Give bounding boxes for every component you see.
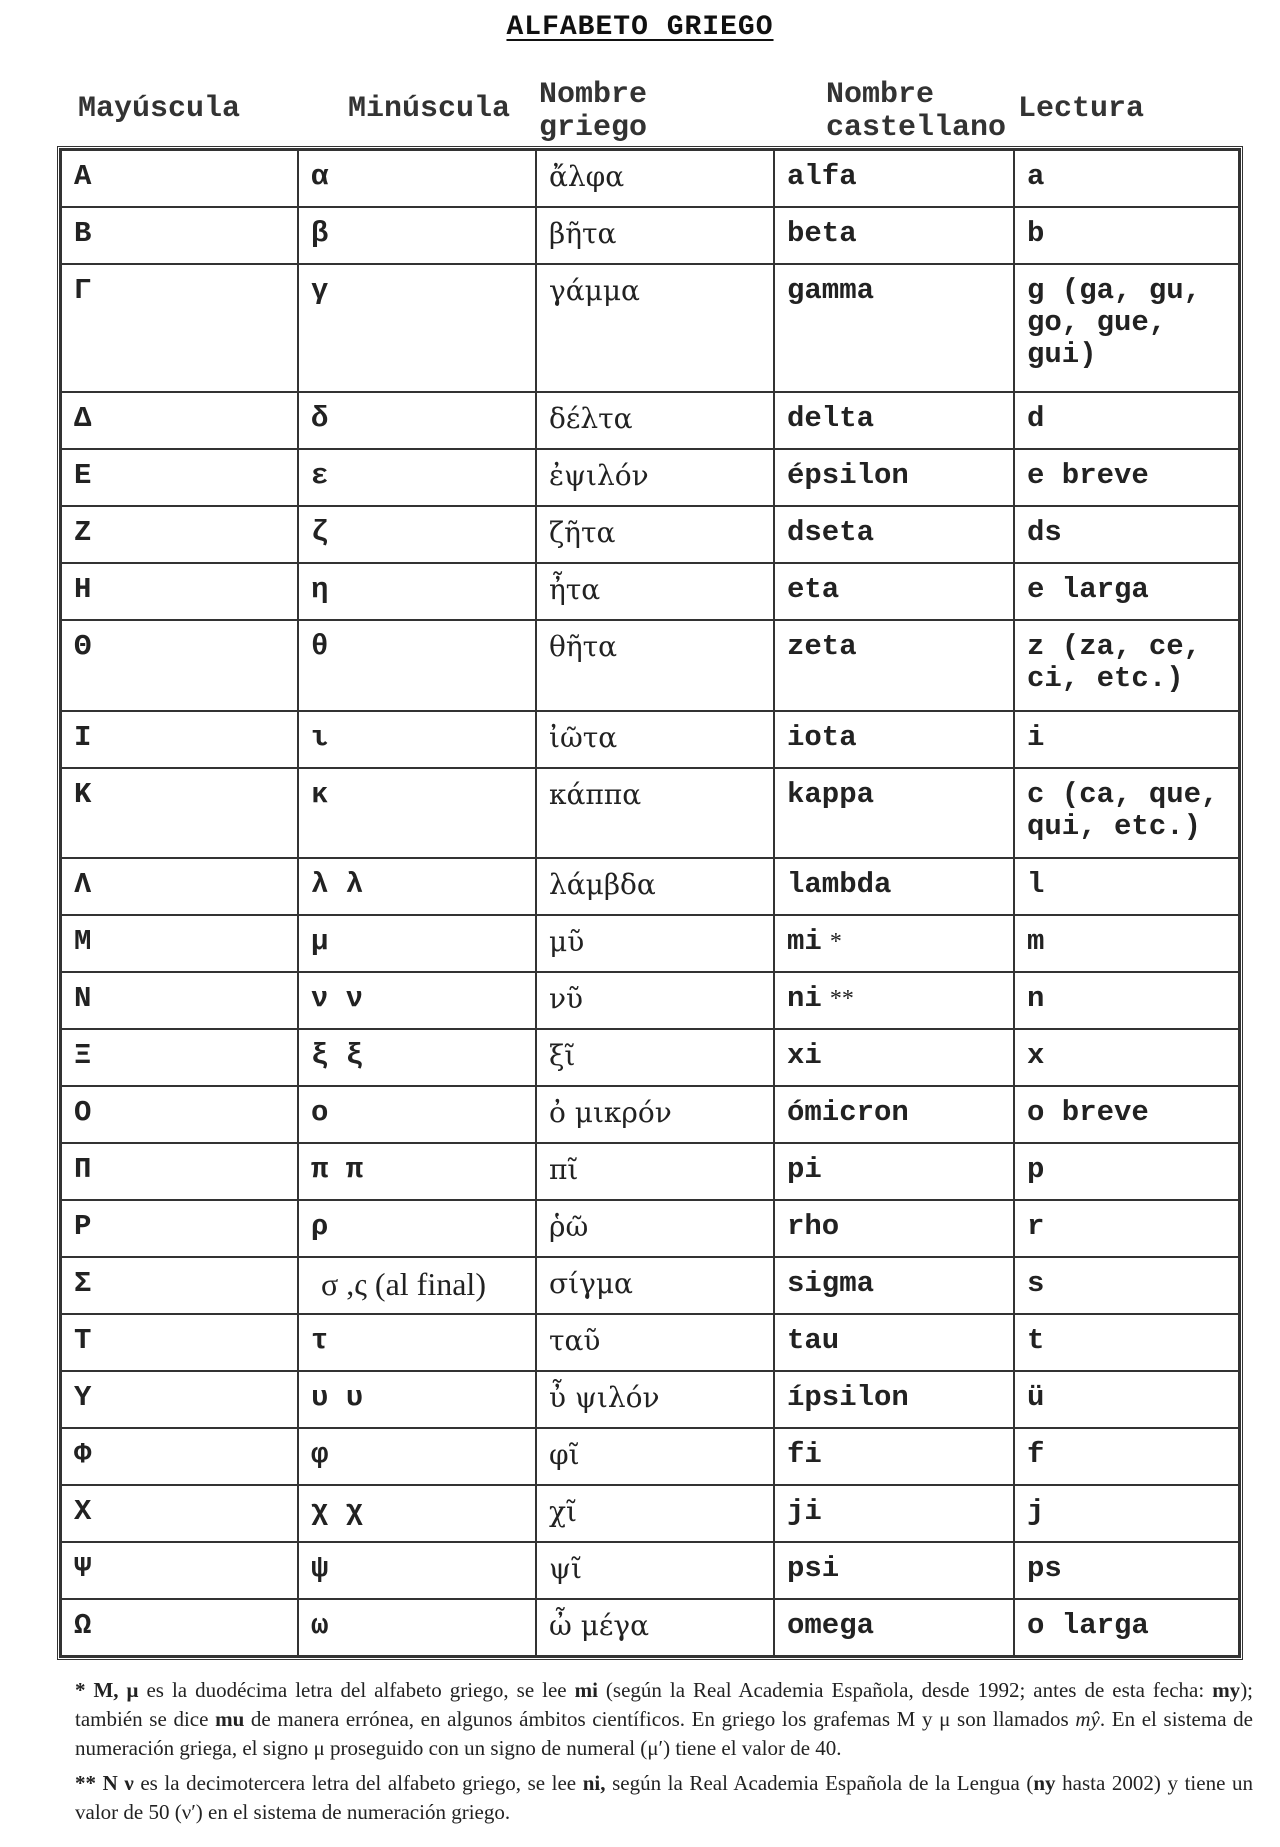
cell-nombre-castellano xyxy=(774,264,1014,392)
cell-nombre-griego xyxy=(536,1200,774,1257)
cell-lectura xyxy=(1014,1029,1239,1086)
cell-minuscula-text: ψ xyxy=(311,1551,329,1585)
cell-lectura-text: ü xyxy=(1027,1380,1045,1414)
cell-minuscula xyxy=(298,392,536,449)
cell-mayuscula xyxy=(61,1485,298,1542)
letter-row xyxy=(61,207,1239,264)
cell-nombre-castellano-text: gamma xyxy=(787,274,875,307)
cell-nombre-castellano-text: alfa xyxy=(787,160,857,193)
cell-minuscula-text: ε xyxy=(311,459,329,493)
cell-minuscula-text: υ υ xyxy=(311,1380,364,1414)
cell-minuscula xyxy=(298,1200,536,1257)
cell-lectura-text: e larga xyxy=(1027,573,1149,607)
cell-minuscula-text: ι xyxy=(311,720,329,754)
footnote-italic: mŷ xyxy=(1075,1707,1100,1731)
cell-nombre-castellano xyxy=(774,1314,1014,1371)
cell-mayuscula xyxy=(61,1371,298,1428)
cell-nombre-griego xyxy=(536,1143,774,1200)
cell-lectura xyxy=(1014,563,1239,620)
cell-nombre-castellano-text: ji xyxy=(787,1494,822,1528)
cell-nombre-griego-text: ῥῶ xyxy=(549,1209,589,1243)
cell-mayuscula xyxy=(61,1599,298,1656)
cell-nombre-castellano xyxy=(774,1599,1014,1656)
alphabet-table xyxy=(57,146,1243,1660)
cell-lectura-text: c (ca, que, qui, etc.) xyxy=(1027,777,1219,843)
cell-minuscula-text: γ xyxy=(311,274,329,307)
cell-mayuscula xyxy=(61,972,298,1029)
cell-nombre-griego xyxy=(536,449,774,506)
cell-minuscula xyxy=(298,972,536,1029)
cell-minuscula xyxy=(298,915,536,972)
cell-nombre-griego xyxy=(536,392,774,449)
cell-nombre-griego xyxy=(536,711,774,768)
cell-mayuscula xyxy=(61,449,298,506)
cell-nombre-castellano-text: xi xyxy=(787,1038,822,1072)
cell-minuscula xyxy=(298,506,536,563)
footnote-text: ); también se dice xyxy=(75,1678,1254,1731)
cell-nombre-castellano-text: lambda xyxy=(787,867,892,901)
cell-minuscula-text: θ xyxy=(311,630,329,664)
cell-mayuscula xyxy=(61,1257,298,1314)
cell-nombre-griego xyxy=(536,506,774,563)
cell-minuscula xyxy=(298,1029,536,1086)
cell-nombre-castellano-text: tau xyxy=(787,1323,840,1357)
cell-nombre-castellano xyxy=(774,711,1014,768)
cell-nombre-griego xyxy=(536,207,774,264)
cell-nombre-castellano-text: iota xyxy=(787,720,857,754)
cell-lectura-text: s xyxy=(1027,1266,1045,1300)
cell-lectura-text: m xyxy=(1027,924,1045,958)
cell-nombre-griego xyxy=(536,264,774,392)
cell-nombre-castellano xyxy=(774,915,1014,972)
cell-lectura-text: j xyxy=(1027,1494,1045,1528)
footnote-bold: ni, xyxy=(582,1771,606,1795)
cell-nombre-griego xyxy=(536,1371,774,1428)
cell-nombre-griego xyxy=(536,858,774,915)
cell-nombre-griego xyxy=(536,1599,774,1656)
cell-nombre-griego-text: μῦ xyxy=(549,924,585,958)
cell-mayuscula xyxy=(61,1200,298,1257)
cell-mayuscula-text: Η xyxy=(74,573,92,607)
cell-lectura xyxy=(1014,1599,1239,1656)
cell-lectura xyxy=(1014,915,1239,972)
cell-nombre-castellano-text: zeta xyxy=(787,630,857,664)
cell-nombre-griego-text: ψῖ xyxy=(549,1551,582,1585)
letter-row xyxy=(61,711,1239,768)
cell-minuscula-text: τ xyxy=(311,1323,329,1357)
cell-nombre-castellano-text: beta xyxy=(787,217,857,250)
cell-nombre-griego-text: φῖ xyxy=(549,1437,580,1471)
cell-mayuscula-text: Ο xyxy=(74,1095,92,1129)
cell-mayuscula-text: Θ xyxy=(74,630,92,664)
cell-minuscula xyxy=(298,1314,536,1371)
cell-mayuscula xyxy=(61,207,298,264)
cell-mayuscula-text: Ξ xyxy=(74,1038,92,1072)
cell-mayuscula-text: Μ xyxy=(74,924,92,958)
letter-row xyxy=(61,1086,1239,1143)
cell-mayuscula xyxy=(61,711,298,768)
letter-row xyxy=(61,1485,1239,1542)
letter-row xyxy=(61,449,1239,506)
cell-minuscula xyxy=(298,1485,536,1542)
cell-minuscula xyxy=(298,150,536,207)
cell-nombre-castellano-text: dseta xyxy=(787,516,875,550)
cell-mayuscula xyxy=(61,1428,298,1485)
cell-nombre-castellano xyxy=(774,1485,1014,1542)
cell-minuscula-text: β xyxy=(311,217,329,250)
cell-mayuscula xyxy=(61,858,298,915)
cell-lectura xyxy=(1014,264,1239,392)
letter-row xyxy=(61,1314,1239,1371)
cell-minuscula xyxy=(298,768,536,858)
cell-lectura xyxy=(1014,1485,1239,1542)
cell-lectura xyxy=(1014,1200,1239,1257)
cell-minuscula-text: κ xyxy=(311,777,329,811)
cell-nombre-griego xyxy=(536,1086,774,1143)
cell-nombre-griego-text: ταῦ xyxy=(549,1323,601,1357)
cell-nombre-griego-text: χῖ xyxy=(549,1494,577,1528)
cell-nombre-castellano xyxy=(774,1428,1014,1485)
cell-minuscula-text: ξ ξ xyxy=(311,1038,364,1072)
cell-nombre-castellano xyxy=(774,1371,1014,1428)
footnote-ni-marker: ** N ν xyxy=(75,1771,134,1795)
cell-mayuscula-text: Υ xyxy=(74,1380,92,1414)
cell-nombre-griego-text: ἦτα xyxy=(549,573,601,607)
cell-lectura-text: ds xyxy=(1027,516,1062,550)
cell-nombre-griego-text: πῖ xyxy=(549,1152,579,1186)
cell-mayuscula-text: Ω xyxy=(74,1608,92,1642)
cell-nombre-griego xyxy=(536,563,774,620)
cell-lectura-text: r xyxy=(1027,1209,1045,1243)
cell-minuscula-text: μ xyxy=(311,924,329,958)
cell-nombre-griego xyxy=(536,768,774,858)
cell-minuscula xyxy=(298,207,536,264)
footnote-text: . En el sistema de numeración griega, el signo μ proseguido con un signo de numeral (μʹ) tiene el valor de 40. xyxy=(75,1707,1254,1760)
cell-minuscula-text: λ λ xyxy=(311,867,364,901)
cell-lectura xyxy=(1014,150,1239,207)
cell-minuscula-text: ζ xyxy=(311,516,329,550)
cell-lectura-text: o breve xyxy=(1027,1095,1149,1129)
cell-nombre-griego-text: θῆτα xyxy=(549,630,618,664)
cell-minuscula xyxy=(298,1542,536,1599)
cell-lectura xyxy=(1014,449,1239,506)
footnote-bold: mu xyxy=(215,1707,245,1731)
cell-nombre-castellano xyxy=(774,1542,1014,1599)
cell-nombre-griego-text: ζῆτα xyxy=(549,516,616,550)
cell-mayuscula xyxy=(61,150,298,207)
cell-nombre-griego xyxy=(536,1485,774,1542)
cell-mayuscula xyxy=(61,915,298,972)
cell-mayuscula-text: Ε xyxy=(74,459,92,493)
cell-nombre-castellano-text: ómicron xyxy=(787,1095,909,1129)
cell-nombre-castellano-text: rho xyxy=(787,1209,840,1243)
cell-minuscula xyxy=(298,858,536,915)
footnote-bold: mi xyxy=(574,1678,598,1702)
cell-lectura-text: l xyxy=(1027,867,1045,901)
cell-mayuscula-text: Σ xyxy=(74,1266,92,1300)
letter-row xyxy=(61,1542,1239,1599)
cell-minuscula xyxy=(298,563,536,620)
cell-nombre-griego-text: ξῖ xyxy=(549,1038,576,1072)
cell-lectura-text: i xyxy=(1027,720,1045,754)
cell-minuscula-text: δ xyxy=(311,402,329,436)
cell-lectura-text: p xyxy=(1027,1152,1045,1186)
cell-minuscula xyxy=(298,1143,536,1200)
cell-lectura xyxy=(1014,858,1239,915)
cell-mayuscula xyxy=(61,392,298,449)
letter-row xyxy=(61,1371,1239,1428)
cell-lectura-text: b xyxy=(1027,217,1045,250)
cell-nombre-griego xyxy=(536,972,774,1029)
cell-nombre-castellano xyxy=(774,449,1014,506)
cell-lectura xyxy=(1014,207,1239,264)
cell-minuscula xyxy=(298,1086,536,1143)
cell-mayuscula-text: Π xyxy=(74,1152,92,1186)
cell-nombre-castellano xyxy=(774,1086,1014,1143)
cell-nombre-castellano-text: mi xyxy=(787,924,822,958)
cell-lectura xyxy=(1014,620,1239,710)
header-nombre-castellano-line1: Nombre xyxy=(826,78,935,112)
cell-lectura-text: d xyxy=(1027,402,1045,436)
cell-minuscula xyxy=(298,1371,536,1428)
cell-nombre-castellano-text: kappa xyxy=(787,777,875,811)
cell-mayuscula-text: Α xyxy=(74,160,92,193)
letter-row xyxy=(61,1257,1239,1314)
cell-minuscula-text: π π xyxy=(311,1152,364,1186)
cell-mayuscula xyxy=(61,1542,298,1599)
footnote-text: hasta 2002) y tiene un valor de 50 (νʹ) en el sistema de numeración griego. xyxy=(75,1771,1253,1824)
cell-minuscula-text: ρ xyxy=(311,1209,329,1243)
cell-minuscula xyxy=(298,711,536,768)
cell-nombre-griego-text: γάμμα xyxy=(549,274,640,307)
cell-nombre-griego-text: ἄλφα xyxy=(549,160,625,193)
cell-minuscula-text: ν ν xyxy=(311,981,364,1015)
cell-nombre-castellano xyxy=(774,620,1014,710)
cell-nombre-castellano xyxy=(774,858,1014,915)
cell-nombre-castellano xyxy=(774,150,1014,207)
cell-minuscula-text: φ xyxy=(311,1437,329,1471)
cell-mayuscula-text: Γ xyxy=(74,274,92,307)
cell-nombre-castellano xyxy=(774,563,1014,620)
cell-nombre-griego-text: ὖ ψιλόν xyxy=(549,1380,660,1414)
cell-nombre-castellano-text: ípsilon xyxy=(787,1380,909,1414)
cell-nombre-griego xyxy=(536,1257,774,1314)
letter-row xyxy=(61,1029,1239,1086)
footnote-text: (según la Real Academia Española, desde 1992; antes de esta fecha: xyxy=(597,1678,1213,1702)
cell-lectura xyxy=(1014,711,1239,768)
cell-minuscula xyxy=(298,1257,536,1314)
cell-lectura xyxy=(1014,1428,1239,1485)
cell-nombre-castellano xyxy=(774,1029,1014,1086)
cell-mayuscula xyxy=(61,620,298,710)
letter-row xyxy=(61,392,1239,449)
cell-lectura xyxy=(1014,1143,1239,1200)
footnote-ni xyxy=(75,1769,1253,1827)
alphabet-table-body xyxy=(60,149,1240,1657)
cell-nombre-castellano-text: omega xyxy=(787,1608,875,1642)
cell-nombre-griego xyxy=(536,1314,774,1371)
header-nombre-griego-line1: Nombre xyxy=(539,78,648,112)
cell-nombre-castellano-text: delta xyxy=(787,402,875,436)
footnote-mi xyxy=(75,1676,1253,1763)
letter-row xyxy=(61,915,1239,972)
cell-mayuscula xyxy=(61,1029,298,1086)
footnotes xyxy=(75,1676,1253,1833)
letter-row xyxy=(61,563,1239,620)
cell-lectura xyxy=(1014,392,1239,449)
header-nombre-griego xyxy=(539,79,647,145)
cell-minuscula xyxy=(298,449,536,506)
cell-mayuscula xyxy=(61,506,298,563)
cell-lectura-text: z (za, ce, ci, etc.) xyxy=(1027,630,1202,696)
letter-row xyxy=(61,1143,1239,1200)
cell-minuscula xyxy=(298,1599,536,1656)
header-nombre-castellano xyxy=(826,79,1006,145)
cell-nombre-castellano xyxy=(774,392,1014,449)
footnote-text: de manera errónea, en algunos ámbitos científicos. En griego los grafemas M y μ son llamados xyxy=(244,1707,1076,1731)
header-nombre-griego-line2: griego xyxy=(539,111,648,145)
cell-lectura-text: g (ga, gu, go, gue, gui) xyxy=(1027,274,1202,371)
cell-nombre-castellano-text: eta xyxy=(787,573,840,607)
cell-nombre-castellano xyxy=(774,768,1014,858)
cell-lectura-text: x xyxy=(1027,1038,1045,1072)
letter-row xyxy=(61,1599,1239,1656)
cell-nombre-castellano xyxy=(774,207,1014,264)
letter-row xyxy=(61,506,1239,563)
cell-nombre-castellano-text: épsilon xyxy=(787,459,909,493)
page-title: ALFABETO GRIEGO xyxy=(506,12,774,43)
cell-lectura xyxy=(1014,1257,1239,1314)
cell-nombre-griego-text: νῦ xyxy=(549,981,584,1015)
cell-minuscula-text: α xyxy=(311,160,329,193)
cell-nombre-castellano xyxy=(774,1200,1014,1257)
footnote-marker: * xyxy=(829,928,842,955)
cell-lectura xyxy=(1014,1086,1239,1143)
cell-mayuscula xyxy=(61,1314,298,1371)
cell-mayuscula-text: Λ xyxy=(74,867,92,901)
letter-row xyxy=(61,150,1239,207)
cell-lectura xyxy=(1014,506,1239,563)
cell-minuscula-text: ο xyxy=(311,1095,329,1129)
cell-nombre-griego-text: ὦ μέγα xyxy=(549,1608,650,1642)
cell-minuscula-text: σ ,ς (al final) xyxy=(321,1265,486,1302)
cell-mayuscula-text: Ρ xyxy=(74,1209,92,1243)
cell-lectura-text: t xyxy=(1027,1323,1045,1357)
cell-nombre-griego-text: ἐψιλόν xyxy=(549,459,649,493)
cell-mayuscula xyxy=(61,1143,298,1200)
cell-nombre-griego xyxy=(536,1542,774,1599)
cell-lectura xyxy=(1014,972,1239,1029)
cell-lectura-text: ps xyxy=(1027,1551,1062,1585)
footnote-text: es la decimotercera letra del alfabeto griego, se lee xyxy=(133,1771,583,1795)
footnote-text: es la duodécima letra del alfabeto griego, se lee xyxy=(138,1678,575,1702)
letter-row xyxy=(61,858,1239,915)
cell-minuscula-text: η xyxy=(311,573,329,607)
cell-nombre-griego-text: ἰῶτα xyxy=(549,720,618,754)
cell-mayuscula-text: Κ xyxy=(74,777,92,811)
cell-lectura xyxy=(1014,1371,1239,1428)
cell-lectura-text: a xyxy=(1027,160,1045,193)
cell-nombre-griego xyxy=(536,1029,774,1086)
header-mayuscula: Mayúscula xyxy=(78,92,241,126)
cell-mayuscula-text: Β xyxy=(74,217,92,250)
cell-nombre-castellano-text: pi xyxy=(787,1152,822,1186)
cell-nombre-griego-text: λάμβδα xyxy=(549,867,656,901)
cell-nombre-griego xyxy=(536,915,774,972)
cell-lectura-text: n xyxy=(1027,981,1045,1015)
letter-row xyxy=(61,972,1239,1029)
cell-lectura xyxy=(1014,768,1239,858)
cell-mayuscula-text: Ζ xyxy=(74,516,92,550)
header-minuscula: Minúscula xyxy=(348,92,511,126)
cell-lectura xyxy=(1014,1314,1239,1371)
cell-nombre-griego-text: κάππα xyxy=(549,777,642,811)
cell-nombre-castellano-text: ni xyxy=(787,981,822,1015)
footnote-marker: ** xyxy=(829,985,854,1012)
footnote-text: según la Real Academia Española de la Lengua ( xyxy=(605,1771,1034,1795)
letter-row xyxy=(61,264,1239,392)
footnote-mi-marker: * M, μ xyxy=(75,1678,139,1702)
letter-row xyxy=(61,768,1239,858)
cell-mayuscula-text: Δ xyxy=(74,402,92,436)
cell-nombre-castellano xyxy=(774,1143,1014,1200)
cell-nombre-griego xyxy=(536,620,774,710)
cell-mayuscula xyxy=(61,264,298,392)
cell-nombre-griego-text: σίγμα xyxy=(549,1266,633,1300)
cell-nombre-castellano-text: psi xyxy=(787,1551,840,1585)
cell-lectura-text: o larga xyxy=(1027,1608,1149,1642)
cell-minuscula-text: ω xyxy=(311,1608,329,1642)
cell-lectura xyxy=(1014,1542,1239,1599)
cell-mayuscula xyxy=(61,563,298,620)
cell-mayuscula-text: Τ xyxy=(74,1323,92,1357)
cell-mayuscula-text: Ψ xyxy=(74,1551,92,1585)
footnote-bold: my xyxy=(1212,1678,1241,1702)
cell-nombre-castellano xyxy=(774,972,1014,1029)
cell-mayuscula xyxy=(61,1086,298,1143)
footnote-bold: ny xyxy=(1033,1771,1056,1795)
cell-nombre-griego-text: δέλτα xyxy=(549,402,633,436)
cell-mayuscula xyxy=(61,768,298,858)
cell-mayuscula-text: Χ xyxy=(74,1494,92,1528)
header-lectura: Lectura xyxy=(1018,92,1145,126)
cell-minuscula xyxy=(298,1428,536,1485)
cell-nombre-castellano-text: sigma xyxy=(787,1266,875,1300)
cell-mayuscula-text: Φ xyxy=(74,1437,92,1471)
letter-row xyxy=(61,1200,1239,1257)
letter-row xyxy=(61,1428,1239,1485)
cell-minuscula xyxy=(298,620,536,710)
cell-minuscula-text: χ χ xyxy=(311,1494,364,1528)
cell-nombre-griego-text: ὀ μικρόν xyxy=(549,1095,672,1129)
cell-nombre-castellano xyxy=(774,1257,1014,1314)
cell-minuscula xyxy=(298,264,536,392)
cell-nombre-griego xyxy=(536,150,774,207)
cell-mayuscula-text: Ι xyxy=(74,720,92,754)
cell-mayuscula-text: Ν xyxy=(74,981,92,1015)
header-nombre-castellano-line2: castellano xyxy=(826,111,1007,145)
cell-nombre-castellano xyxy=(774,506,1014,563)
cell-nombre-griego-text: βῆτα xyxy=(549,217,617,250)
cell-nombre-griego xyxy=(536,1428,774,1485)
letter-row xyxy=(61,620,1239,710)
cell-lectura-text: f xyxy=(1027,1437,1045,1471)
cell-lectura-text: e breve xyxy=(1027,459,1149,493)
cell-nombre-castellano-text: fi xyxy=(787,1437,822,1471)
